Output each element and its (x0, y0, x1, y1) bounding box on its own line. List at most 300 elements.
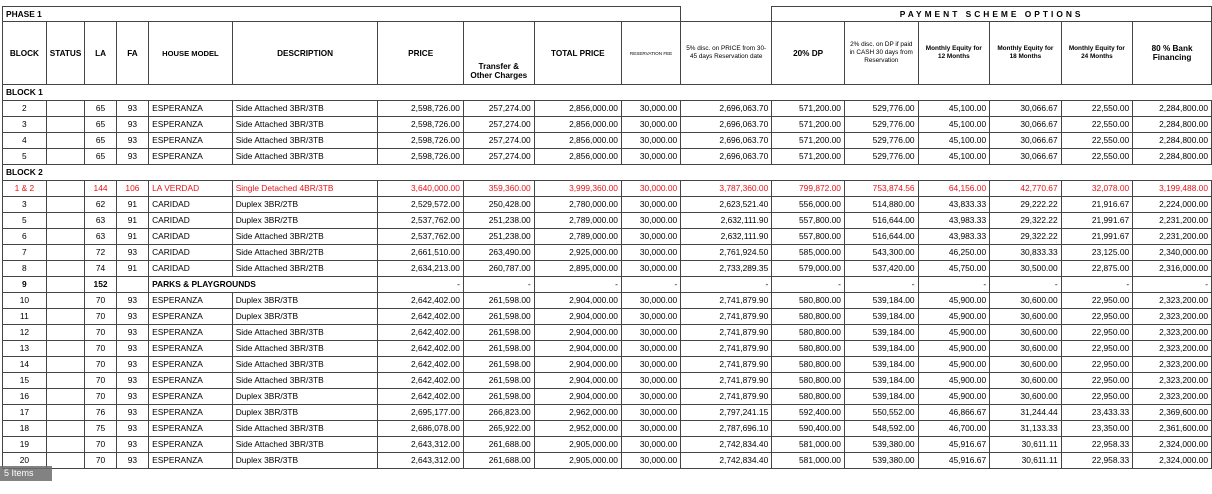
lot-cell: 2 (3, 101, 47, 117)
col-description: DESCRIPTION (232, 22, 378, 85)
lot-cell: 18 (3, 421, 47, 437)
transfer-cell: 261,598.00 (463, 357, 534, 373)
transfer-cell: 261,598.00 (463, 293, 534, 309)
empty-cell (844, 85, 918, 101)
disc-price-cell: 2,696,063.70 (681, 101, 772, 117)
description-cell: Side Attached 3BR/2TB (232, 229, 378, 245)
table-row[interactable] (3, 453, 1212, 469)
status-cell (46, 117, 85, 133)
reservation-cell: 30,000.00 (621, 101, 680, 117)
lot-cell: 4 (3, 133, 47, 149)
transfer-cell: 261,598.00 (463, 309, 534, 325)
lot-cell: 15 (3, 373, 47, 389)
price-cell: 2,642,402.00 (378, 293, 463, 309)
col-reservation-fee: RESERVATION FEE (621, 22, 680, 85)
eq24-cell: 22,958.33 (1061, 453, 1133, 469)
price-cell: 2,642,402.00 (378, 341, 463, 357)
disc-price-cell: 2,741,879.90 (681, 309, 772, 325)
fa-cell: 91 (116, 213, 148, 229)
total-cell: 2,962,000.00 (534, 405, 621, 421)
empty-cell (534, 165, 621, 181)
eq12-cell: 45,900.00 (918, 325, 990, 341)
disc-dp-cell: 516,644.00 (844, 213, 918, 229)
empty-cell (116, 165, 148, 181)
model-cell: CARIDAD (149, 197, 233, 213)
lot-cell: 9 (3, 277, 47, 293)
la-cell: 70 (85, 389, 116, 405)
reservation-cell: 30,000.00 (621, 197, 680, 213)
table-row[interactable] (3, 261, 1212, 277)
disc-dp-cell: 539,184.00 (844, 357, 918, 373)
bank-cell: 2,323,200.00 (1133, 373, 1212, 389)
lot-cell: 11 (3, 309, 47, 325)
reservation-cell: 30,000.00 (621, 357, 680, 373)
price-cell: 2,643,312.00 (378, 453, 463, 469)
bank-cell: 2,323,200.00 (1133, 357, 1212, 373)
col-status: STATUS (46, 22, 85, 85)
price-cell: 2,598,726.00 (378, 133, 463, 149)
col-house-model: HOUSE MODEL (149, 22, 233, 85)
eq24-cell: 23,433.33 (1061, 405, 1133, 421)
total-cell: 2,904,000.00 (534, 341, 621, 357)
bank-cell: 2,323,200.00 (1133, 309, 1212, 325)
disc-dp-cell: 537,420.00 (844, 261, 918, 277)
col-la: LA (85, 22, 116, 85)
dp-cell: 580,800.00 (772, 293, 845, 309)
table-row[interactable] (3, 389, 1212, 405)
status-cell (46, 213, 85, 229)
status-cell (46, 309, 85, 325)
table-row[interactable] (3, 181, 1212, 197)
model-cell: CARIDAD (149, 213, 233, 229)
block-title: BLOCK 2 (3, 165, 47, 181)
disc-dp-cell: 539,184.00 (844, 373, 918, 389)
total-cell: 2,952,000.00 (534, 421, 621, 437)
bank-cell: - (1133, 277, 1212, 293)
fa-cell: 93 (116, 117, 148, 133)
table-row[interactable] (3, 229, 1212, 245)
reservation-cell: 30,000.00 (621, 293, 680, 309)
transfer-cell: 251,238.00 (463, 213, 534, 229)
eq12-cell: 45,100.00 (918, 117, 990, 133)
table-row[interactable] (3, 341, 1212, 357)
fa-cell: 106 (116, 181, 148, 197)
eq18-cell: - (990, 277, 1062, 293)
header-row (3, 22, 1212, 85)
price-cell: 2,643,312.00 (378, 437, 463, 453)
eq24-cell: 22,950.00 (1061, 341, 1133, 357)
empty-cell (621, 85, 680, 101)
disc-price-cell: 3,787,360.00 (681, 181, 772, 197)
description-cell: Side Attached 3BR/2TB (232, 245, 378, 261)
transfer-cell: 261,598.00 (463, 325, 534, 341)
table-row[interactable] (3, 117, 1212, 133)
price-cell: 2,598,726.00 (378, 149, 463, 165)
col-block: BLOCK (3, 22, 47, 85)
model-cell: ESPERANZA (149, 133, 233, 149)
total-cell: 2,904,000.00 (534, 357, 621, 373)
empty-cell (116, 85, 148, 101)
table-row[interactable] (3, 405, 1212, 421)
model-cell: ESPERANZA (149, 341, 233, 357)
eq12-cell: 45,900.00 (918, 373, 990, 389)
dp-cell: 557,800.00 (772, 213, 845, 229)
empty-cell (621, 165, 680, 181)
eq12-cell: 45,916.67 (918, 453, 990, 469)
col-eq12: Monthly Equity for 12 Months (918, 22, 990, 85)
description-cell: Side Attached 3BR/3TB (232, 117, 378, 133)
disc-price-cell: 2,696,063.70 (681, 133, 772, 149)
disc-dp-cell: 548,592.00 (844, 421, 918, 437)
fa-cell: 91 (116, 229, 148, 245)
model-cell: ESPERANZA (149, 101, 233, 117)
empty-cell (1061, 165, 1133, 181)
model-cell: PARKS & PLAYGROUNDS (149, 277, 378, 293)
description-cell: Single Detached 4BR/3TB (232, 181, 378, 197)
col-fa: FA (116, 22, 148, 85)
transfer-cell: 261,688.00 (463, 453, 534, 469)
eq18-cell: 29,322.22 (990, 213, 1062, 229)
price-cell: 2,661,510.00 (378, 245, 463, 261)
table-row[interactable] (3, 421, 1212, 437)
table-row[interactable] (3, 277, 1212, 293)
eq18-cell: 30,600.00 (990, 373, 1062, 389)
table-row[interactable] (3, 357, 1212, 373)
empty-cell (772, 85, 845, 101)
model-cell: ESPERANZA (149, 149, 233, 165)
eq18-cell: 30,600.00 (990, 309, 1062, 325)
total-cell: 2,789,000.00 (534, 213, 621, 229)
transfer-cell: 257,274.00 (463, 101, 534, 117)
lot-cell: 16 (3, 389, 47, 405)
status-cell (46, 325, 85, 341)
price-cell: 2,634,213.00 (378, 261, 463, 277)
transfer-cell: - (463, 277, 534, 293)
price-cell: 2,529,572.00 (378, 197, 463, 213)
empty-cell (149, 165, 233, 181)
eq18-cell: 30,600.00 (990, 341, 1062, 357)
eq12-cell: 45,900.00 (918, 309, 990, 325)
disc-price-cell: 2,742,834.40 (681, 453, 772, 469)
description-cell: Side Attached 3BR/3TB (232, 437, 378, 453)
eq18-cell: 29,222.22 (990, 197, 1062, 213)
dp-cell: 580,800.00 (772, 325, 845, 341)
bank-cell: 2,324,000.00 (1133, 453, 1212, 469)
eq24-cell: - (1061, 277, 1133, 293)
table-row[interactable] (3, 133, 1212, 149)
model-cell: ESPERANZA (149, 421, 233, 437)
eq12-cell: 45,900.00 (918, 389, 990, 405)
col-transfer: Transfer & Other Charges (463, 22, 534, 85)
price-cell: 3,640,000.00 (378, 181, 463, 197)
table-row[interactable] (3, 293, 1212, 309)
empty-cell (1133, 85, 1212, 101)
price-list-table (2, 6, 1212, 469)
la-cell: 72 (85, 245, 116, 261)
bank-cell: 2,340,000.00 (1133, 245, 1212, 261)
transfer-cell: 261,688.00 (463, 437, 534, 453)
model-cell: CARIDAD (149, 229, 233, 245)
block-header-row (3, 85, 1212, 101)
eq12-cell: 45,100.00 (918, 133, 990, 149)
bank-cell: 2,284,800.00 (1133, 133, 1212, 149)
reservation-cell: 30,000.00 (621, 405, 680, 421)
disc-price-cell: 2,742,834.40 (681, 437, 772, 453)
eq24-cell: 22,950.00 (1061, 389, 1133, 405)
eq24-cell: 21,991.67 (1061, 213, 1133, 229)
table-row[interactable] (3, 373, 1212, 389)
price-cell: 2,642,402.00 (378, 389, 463, 405)
disc-price-cell: - (681, 277, 772, 293)
eq18-cell: 30,611.11 (990, 453, 1062, 469)
lot-cell: 10 (3, 293, 47, 309)
model-cell: ESPERANZA (149, 389, 233, 405)
total-cell: - (534, 277, 621, 293)
dp-cell: 585,000.00 (772, 245, 845, 261)
reservation-cell: 30,000.00 (621, 229, 680, 245)
model-cell: ESPERANZA (149, 437, 233, 453)
eq12-cell: - (918, 277, 990, 293)
table-row[interactable] (3, 149, 1212, 165)
disc-dp-cell: 529,776.00 (844, 117, 918, 133)
bank-cell: 2,316,000.00 (1133, 261, 1212, 277)
la-cell: 144 (85, 181, 116, 197)
phase-label: PHASE 1 (3, 7, 681, 22)
transfer-cell: 359,360.00 (463, 181, 534, 197)
model-cell: ESPERANZA (149, 357, 233, 373)
lot-cell: 14 (3, 357, 47, 373)
disc-dp-cell: 550,552.00 (844, 405, 918, 421)
dp-cell: 592,400.00 (772, 405, 845, 421)
eq24-cell: 22,950.00 (1061, 357, 1133, 373)
eq24-cell: 22,550.00 (1061, 101, 1133, 117)
lot-cell: 20 (3, 453, 47, 469)
disc-price-cell: 2,741,879.90 (681, 325, 772, 341)
la-cell: 70 (85, 293, 116, 309)
disc-price-cell: 2,632,111.90 (681, 229, 772, 245)
status-cell (46, 261, 85, 277)
total-cell: 2,904,000.00 (534, 373, 621, 389)
status-cell (46, 181, 85, 197)
description-cell: Duplex 3BR/3TB (232, 453, 378, 469)
la-cell: 75 (85, 421, 116, 437)
disc-dp-cell: 539,184.00 (844, 389, 918, 405)
bank-cell: 2,231,200.00 (1133, 213, 1212, 229)
eq12-cell: 64,156.00 (918, 181, 990, 197)
status-cell (46, 149, 85, 165)
fa-cell: 93 (116, 405, 148, 421)
disc-dp-cell: 539,380.00 (844, 437, 918, 453)
bank-cell: 3,199,488.00 (1133, 181, 1212, 197)
status-cell (46, 373, 85, 389)
la-cell: 65 (85, 117, 116, 133)
eq24-cell: 22,550.00 (1061, 117, 1133, 133)
eq12-cell: 45,900.00 (918, 293, 990, 309)
fa-cell: 93 (116, 421, 148, 437)
model-cell: CARIDAD (149, 261, 233, 277)
block-header-row (3, 165, 1212, 181)
bank-cell: 2,284,800.00 (1133, 149, 1212, 165)
fa-cell (116, 277, 148, 293)
empty-cell (232, 85, 378, 101)
model-cell: ESPERANZA (149, 309, 233, 325)
status-cell (46, 421, 85, 437)
status-cell (46, 101, 85, 117)
fa-cell: 93 (116, 389, 148, 405)
empty-cell (918, 85, 990, 101)
dp-cell: 571,200.00 (772, 117, 845, 133)
la-cell: 65 (85, 133, 116, 149)
eq24-cell: 22,958.33 (1061, 437, 1133, 453)
price-cell: 2,686,078.00 (378, 421, 463, 437)
transfer-cell: 266,823.00 (463, 405, 534, 421)
lot-cell: 8 (3, 261, 47, 277)
table-row[interactable] (3, 197, 1212, 213)
reservation-cell: 30,000.00 (621, 341, 680, 357)
description-cell: Side Attached 3BR/3TB (232, 421, 378, 437)
empty-cell (681, 85, 772, 101)
model-cell: LA VERDAD (149, 181, 233, 197)
description-cell: Duplex 3BR/3TB (232, 309, 378, 325)
price-cell: - (378, 277, 463, 293)
bank-cell: 2,323,200.00 (1133, 293, 1212, 309)
disc-price-cell: 2,797,241.15 (681, 405, 772, 421)
eq18-cell: 30,600.00 (990, 293, 1062, 309)
disc-price-cell: 2,741,879.90 (681, 293, 772, 309)
table-row[interactable] (3, 245, 1212, 261)
fa-cell: 93 (116, 309, 148, 325)
disc-dp-cell: 539,184.00 (844, 309, 918, 325)
eq24-cell: 21,916.67 (1061, 197, 1133, 213)
lot-cell: 17 (3, 405, 47, 421)
dp-cell: 580,800.00 (772, 357, 845, 373)
price-cell: 2,598,726.00 (378, 117, 463, 133)
bank-cell: 2,231,200.00 (1133, 229, 1212, 245)
sheet-tab-handle[interactable]: 5 Items (0, 466, 52, 481)
price-cell: 2,537,762.00 (378, 229, 463, 245)
dp-cell: 581,000.00 (772, 437, 845, 453)
disc-price-cell: 2,761,924.50 (681, 245, 772, 261)
price-cell: 2,642,402.00 (378, 325, 463, 341)
empty-cell (534, 85, 621, 101)
fa-cell: 93 (116, 101, 148, 117)
reservation-cell: - (621, 277, 680, 293)
eq24-cell: 21,991.67 (1061, 229, 1133, 245)
disc-dp-cell: 516,644.00 (844, 229, 918, 245)
fa-cell: 91 (116, 197, 148, 213)
model-cell: CARIDAD (149, 245, 233, 261)
empty-cell (85, 85, 116, 101)
eq12-cell: 45,900.00 (918, 341, 990, 357)
empty-cell (149, 85, 233, 101)
eq12-cell: 46,250.00 (918, 245, 990, 261)
lot-cell: 6 (3, 229, 47, 245)
table-row[interactable] (3, 101, 1212, 117)
eq24-cell: 22,950.00 (1061, 325, 1133, 341)
table-row[interactable] (3, 213, 1212, 229)
lot-cell: 5 (3, 149, 47, 165)
la-cell: 76 (85, 405, 116, 421)
status-cell (46, 453, 85, 469)
reservation-cell: 30,000.00 (621, 213, 680, 229)
description-cell: Side Attached 3BR/2TB (232, 261, 378, 277)
disc-dp-cell: 539,380.00 (844, 453, 918, 469)
disc-price-cell: 2,696,063.70 (681, 117, 772, 133)
reservation-cell: 30,000.00 (621, 181, 680, 197)
eq12-cell: 45,100.00 (918, 149, 990, 165)
table-row[interactable] (3, 309, 1212, 325)
eq24-cell: 23,350.00 (1061, 421, 1133, 437)
eq12-cell: 43,833.33 (918, 197, 990, 213)
col-eq24: Monthly Equity for 24 Months (1061, 22, 1133, 85)
description-cell: Side Attached 3BR/3TB (232, 341, 378, 357)
transfer-cell: 260,787.00 (463, 261, 534, 277)
description-cell: Side Attached 3BR/3TB (232, 325, 378, 341)
status-cell (46, 437, 85, 453)
total-cell: 2,789,000.00 (534, 229, 621, 245)
bank-cell: 2,284,800.00 (1133, 101, 1212, 117)
table-row[interactable] (3, 437, 1212, 453)
lot-cell: 19 (3, 437, 47, 453)
disc-dp-cell: 529,776.00 (844, 101, 918, 117)
eq24-cell: 22,950.00 (1061, 309, 1133, 325)
total-cell: 2,856,000.00 (534, 101, 621, 117)
eq18-cell: 30,833.33 (990, 245, 1062, 261)
eq24-cell: 22,875.00 (1061, 261, 1133, 277)
transfer-cell: 251,238.00 (463, 229, 534, 245)
transfer-cell: 257,274.00 (463, 149, 534, 165)
description-cell: Side Attached 3BR/3TB (232, 149, 378, 165)
payment-scheme-title: PAYMENT SCHEME OPTIONS (772, 7, 1212, 22)
model-cell: ESPERANZA (149, 405, 233, 421)
la-cell: 152 (85, 277, 116, 293)
transfer-cell: 257,274.00 (463, 117, 534, 133)
empty-cell (918, 165, 990, 181)
la-cell: 63 (85, 229, 116, 245)
eq24-cell: 22,950.00 (1061, 293, 1133, 309)
transfer-cell: 265,922.00 (463, 421, 534, 437)
transfer-cell: 250,428.00 (463, 197, 534, 213)
table-row[interactable] (3, 325, 1212, 341)
disc-dp-cell: - (844, 277, 918, 293)
col-dp20: 20% DP (772, 22, 845, 85)
model-cell: ESPERANZA (149, 373, 233, 389)
eq18-cell: 30,066.67 (990, 149, 1062, 165)
dp-cell: 556,000.00 (772, 197, 845, 213)
eq24-cell: 23,125.00 (1061, 245, 1133, 261)
fa-cell: 93 (116, 149, 148, 165)
empty-cell (232, 165, 378, 181)
transfer-cell: 257,274.00 (463, 133, 534, 149)
eq12-cell: 45,100.00 (918, 101, 990, 117)
price-cell: 2,598,726.00 (378, 101, 463, 117)
reservation-cell: 30,000.00 (621, 437, 680, 453)
description-cell: Side Attached 3BR/3TB (232, 357, 378, 373)
lot-cell: 1 & 2 (3, 181, 47, 197)
reservation-cell: 30,000.00 (621, 389, 680, 405)
status-cell (46, 197, 85, 213)
disc-dp-cell: 753,874.56 (844, 181, 918, 197)
bank-cell: 2,323,200.00 (1133, 325, 1212, 341)
dp-cell: 580,800.00 (772, 373, 845, 389)
dp-cell: 580,800.00 (772, 309, 845, 325)
la-cell: 70 (85, 437, 116, 453)
col-disc-price: 5% disc. on PRICE from 30-45 days Reservation date (681, 22, 772, 85)
price-cell: 2,695,177.00 (378, 405, 463, 421)
dp-cell: 799,872.00 (772, 181, 845, 197)
fa-cell: 93 (116, 357, 148, 373)
empty-cell (463, 165, 534, 181)
